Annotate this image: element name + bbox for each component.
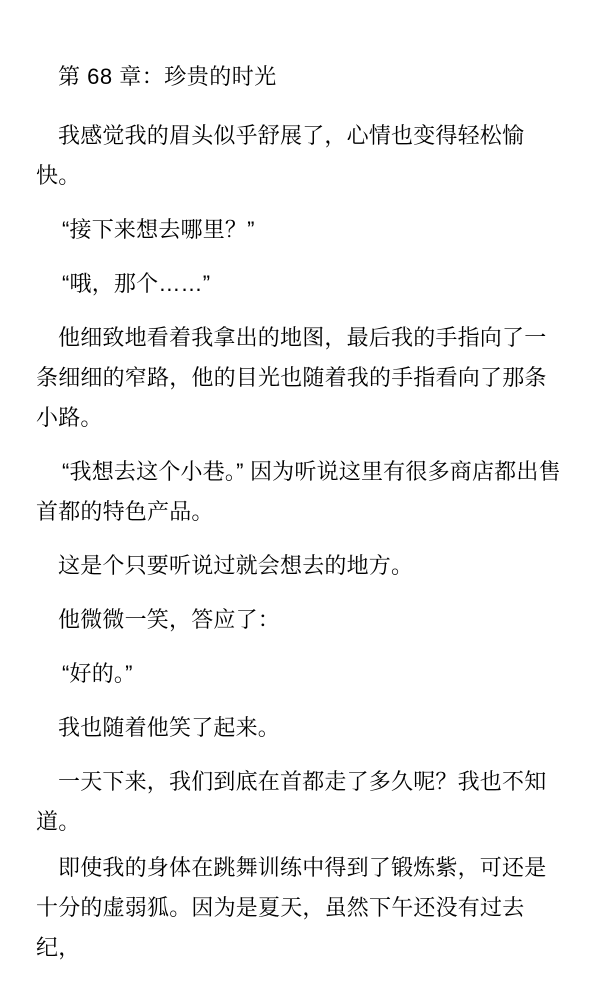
paragraph: 即使我的身体在跳舞训练中得到了锻炼紫，可还是十分的虚弱狐。因为是夏天，虽然下午还没有过去纪， bbox=[36, 855, 547, 960]
paragraph: “好的。” bbox=[62, 661, 133, 686]
paragraph: “我想去这个小巷。” 因为听说这里有很多商店都出售首都的特色产品。 bbox=[36, 459, 561, 524]
chapter-title: 第 68 章：珍贵的时光 bbox=[58, 64, 277, 89]
paragraph: 一天下来，我们到底在首都走了多久呢？我也不知道。 bbox=[36, 769, 547, 834]
paragraph: 他细致地看着我拿出的地图，最后我的手指向了一条细细的窄路，他的目光也随着我的手指看向了那条小路。 bbox=[36, 325, 547, 430]
paragraph: “哦，那个……” bbox=[62, 271, 211, 296]
paragraph: 这是个只要听说过就会想去的地方。 bbox=[58, 553, 414, 578]
paragraph: 我也随着他笑了起来。 bbox=[58, 715, 281, 740]
paragraph: 他微微一笑，答应了： bbox=[58, 607, 281, 632]
paragraph: 我感觉我的眉头似乎舒展了，心情也变得轻松愉快。 bbox=[36, 123, 525, 188]
paragraph: “接下来想去哪里？” bbox=[62, 217, 255, 242]
